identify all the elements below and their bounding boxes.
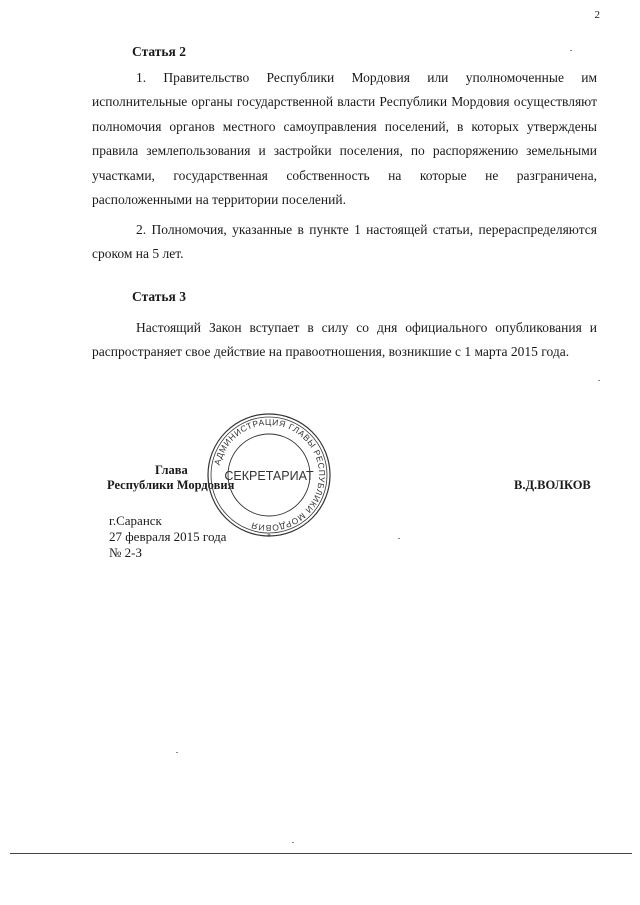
signature-title-line-1: Глава	[155, 463, 188, 477]
signatory-name: В.Д.ВОЛКОВ	[514, 478, 591, 492]
article-3-heading: Статья 3	[132, 289, 186, 304]
page-number: 2	[594, 9, 600, 21]
seal-ring-text: АДМИНИСТРАЦИЯ ГЛАВЫ РЕСПУБЛИКИ МОРДОВИЯ	[212, 416, 328, 534]
article-2-paragraph-1	[92, 66, 597, 212]
svg-text:*: *	[267, 532, 271, 538]
signing-date: 27 февраля 2015 года	[109, 529, 227, 544]
seal-center-text: СЕКРЕТАРИАТ	[224, 469, 314, 483]
law-number: № 2-З	[109, 545, 142, 560]
article-2-paragraph-2	[92, 218, 597, 267]
scan-speck	[598, 380, 600, 381]
article-2-paragraph-2-text: 2. Полномочия, указанные в пункте 1 настоящей статьи, перераспределяются сроком на 5 лет.	[92, 222, 597, 262]
signature-title-line-2: Республики Мордовия	[107, 478, 235, 492]
seal-stamp	[206, 412, 332, 538]
article-3-paragraph-1-text: Настоящий Закон вступает в силу со дня официального опубликования и распространяет свое действие на правоотношения, возникшие с 1 марта 2015 года.	[92, 320, 597, 360]
scan-speck	[176, 752, 178, 753]
article-3-paragraph-1	[92, 316, 597, 365]
scan-speck	[570, 50, 572, 51]
article-2-heading: Статья 2	[132, 44, 186, 59]
article-2-paragraph-1-text: 1. Правительство Республики Мордовия или уполномоченные им исполнительные органы государственной власти Республики Мордовия осуществляют полномочия органов местного самоуправления поселений, в которых утверждены правила землепользования и застройки поселения, по распоряжению земельными участками, государственная собственность на которые не разграничена, расположенными на территории поселений.	[92, 70, 597, 208]
bottom-edge-line	[10, 853, 632, 854]
scan-speck	[398, 538, 400, 539]
scan-speck	[292, 842, 294, 843]
city: г.Саранск	[109, 513, 162, 528]
